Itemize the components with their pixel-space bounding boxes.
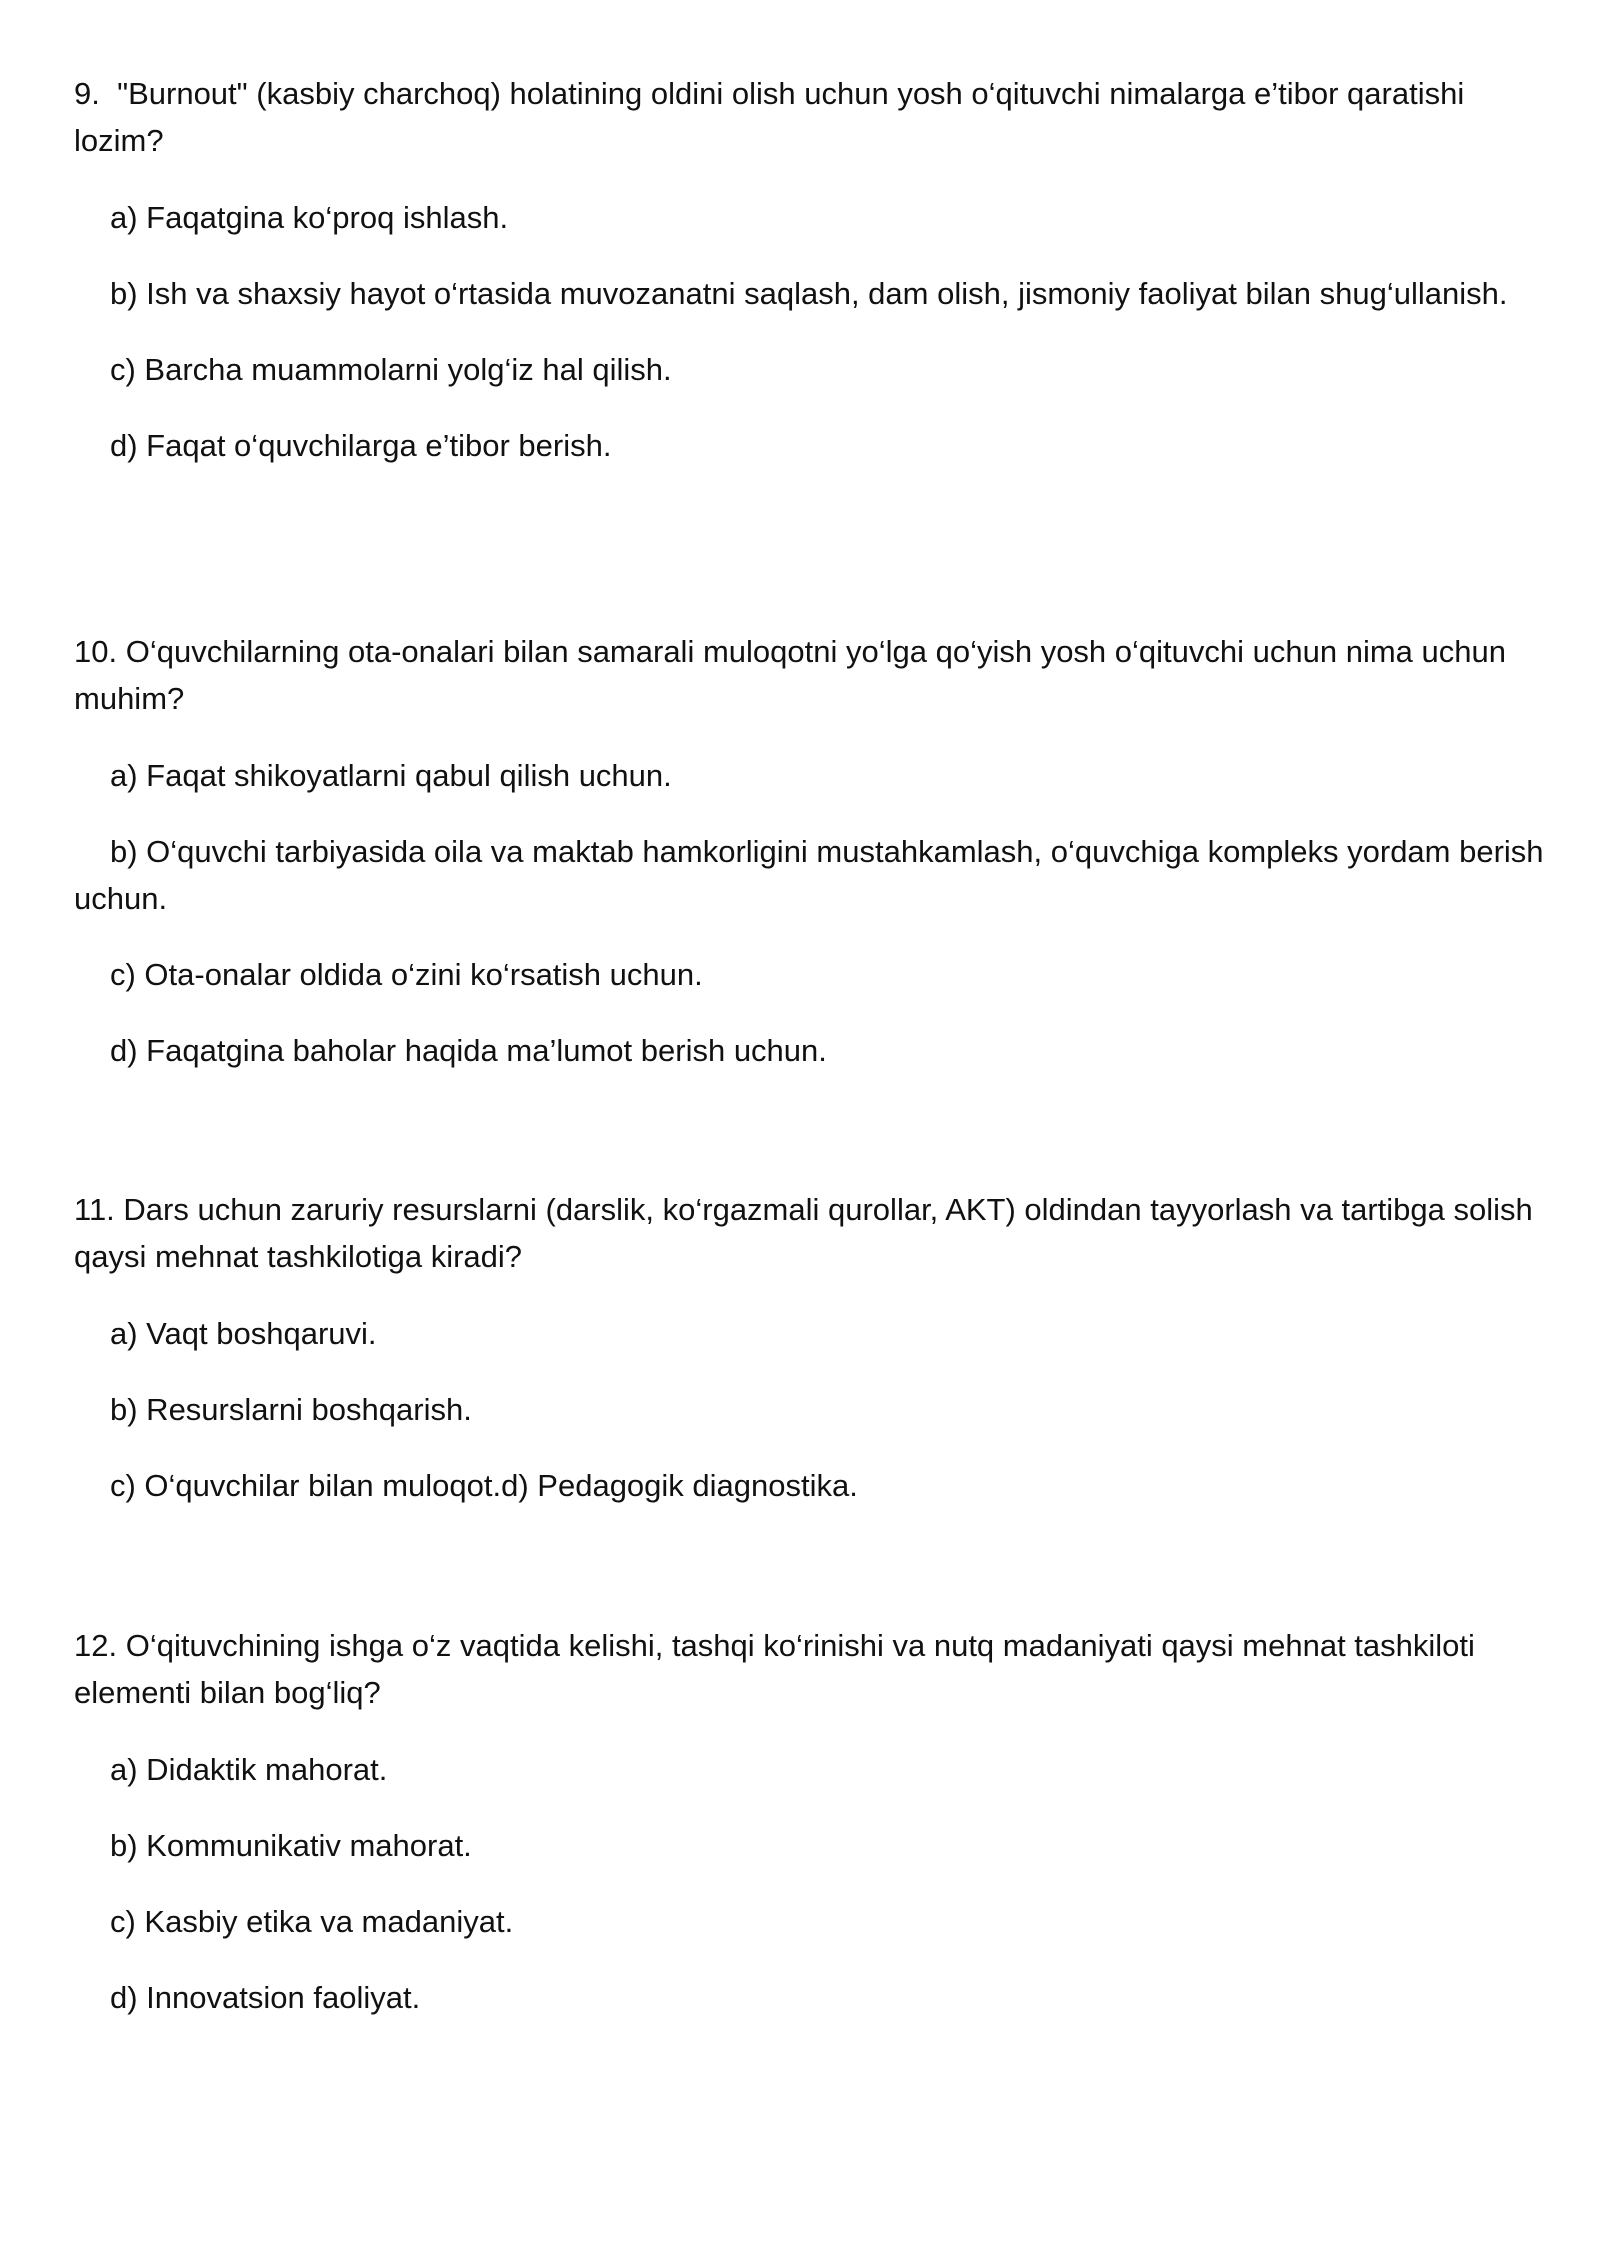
option-d: d) Faqatgina baholar haqida ma’lumot berish uchun. bbox=[110, 1033, 827, 1068]
option-c: c) Kasbiy etika va madaniyat. bbox=[110, 1904, 514, 1939]
option-c: c) O‘quvchilar bilan muloqot.d) Pedagogik diagnostika. bbox=[110, 1468, 858, 1503]
option-b: b) Resurslarni boshqarish. bbox=[110, 1392, 472, 1427]
option-d: d) Faqat o‘quvchilarga e’tibor berish. bbox=[110, 428, 612, 463]
question-text: 12. O‘qituvchining ishga o‘z vaqtida kelishi, tashqi ko‘rinishi va nutq madaniyati qaysi mehnat tashkiloti elementi bilan bog‘liq? bbox=[74, 1628, 1484, 1710]
question-text: 10. O‘quvchilarning ota-onalari bilan samarali muloqotni yo‘lga qo‘yish yosh o‘qituvchi uchun nima uchun muhim? bbox=[74, 634, 1515, 716]
option-c: c) Ota-onalar oldida o‘zini ko‘rsatish uchun. bbox=[110, 957, 703, 992]
question-text: 9. "Burnout" (kasbiy charchoq) holatining oldini olish uchun yosh o‘qituvchi nimalarga e’tibor qaratishi lozim? bbox=[74, 76, 1473, 158]
option-d: d) Innovatsion faoliyat. bbox=[110, 1980, 421, 2015]
option-a: a) Didaktik mahorat. bbox=[110, 1752, 388, 1787]
question-10 bbox=[74, 628, 1544, 1074]
option-a: a) Faqat shikoyatlarni qabul qilish uchun. bbox=[110, 758, 672, 793]
question-9 bbox=[74, 70, 1544, 469]
question-11 bbox=[74, 1186, 1544, 1509]
option-b: b) Kommunikativ mahorat. bbox=[110, 1828, 472, 1863]
option-b: b) Ish va shaxsiy hayot o‘rtasida muvozanatni saqlash, dam olish, jismoniy faoliyat bilan shug‘ullanish. bbox=[110, 276, 1508, 311]
question-text: 11. Dars uchun zaruriy resurslarni (darslik, ko‘rgazmali qurollar, AKT) oldindan tayyorlash va tartibga solish qaysi mehnat tashkilotiga kiradi? bbox=[74, 1192, 1542, 1274]
option-c: c) Barcha muammolarni yolg‘iz hal qilish. bbox=[110, 352, 672, 387]
question-12 bbox=[74, 1622, 1544, 2021]
option-b: b) O‘quvchi tarbiyasida oila va maktab hamkorligini mustahkamlash, o‘quvchiga kompleks yordam berish uchun. bbox=[74, 834, 1544, 916]
option-a: a) Faqatgina ko‘proq ishlash. bbox=[110, 200, 509, 235]
option-a: a) Vaqt boshqaruvi. bbox=[110, 1316, 377, 1351]
